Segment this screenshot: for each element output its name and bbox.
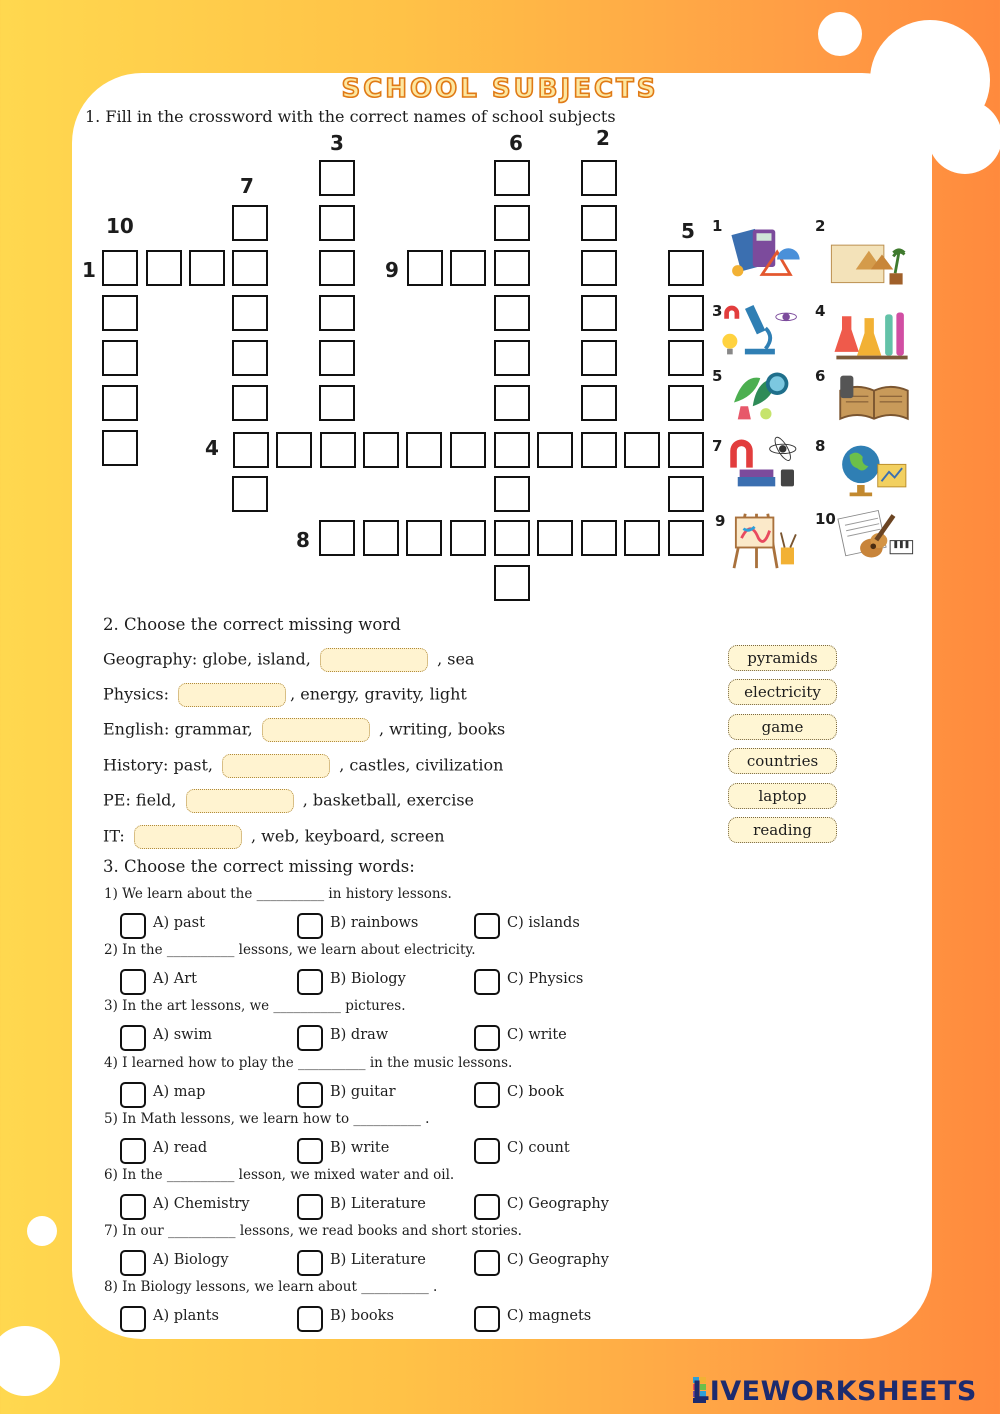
crossword-number: 4	[205, 436, 219, 460]
crossword-cell[interactable]	[102, 385, 138, 421]
picture-number: 6	[815, 367, 826, 385]
sentence-geography	[103, 648, 474, 672]
crossword-cell[interactable]	[581, 205, 617, 241]
answer-option-label: C) Geography	[507, 1252, 609, 1269]
sentence-text-before: PE: field,	[103, 790, 177, 810]
answer-checkbox[interactable]	[297, 1025, 323, 1051]
blank-field-physics[interactable]	[178, 683, 286, 707]
crossword-number: 8	[296, 528, 310, 552]
crossword-cell[interactable]	[668, 520, 704, 556]
answer-checkbox[interactable]	[474, 1138, 500, 1164]
crossword-cell[interactable]	[319, 250, 355, 286]
chemistry-icon	[830, 305, 914, 365]
sentence-text-before: Geography: globe, island,	[103, 649, 311, 669]
crossword-cell[interactable]	[581, 385, 617, 421]
crossword-cell[interactable]	[494, 520, 530, 556]
crossword-cell[interactable]	[668, 250, 704, 286]
answer-checkbox[interactable]	[474, 1306, 500, 1332]
answer-option-label: B) books	[330, 1308, 394, 1325]
word-chip[interactable]: laptop	[728, 783, 837, 809]
crossword-cell[interactable]	[450, 250, 486, 286]
answer-checkbox[interactable]	[297, 1250, 323, 1276]
crossword-cell[interactable]	[319, 385, 355, 421]
crossword-cell[interactable]	[189, 250, 225, 286]
crossword-cell[interactable]	[232, 385, 268, 421]
page-title: SCHOOL SUBJECTS	[341, 74, 659, 104]
crossword-cell[interactable]	[406, 520, 442, 556]
crossword-cell[interactable]	[233, 432, 269, 468]
sentence-it	[103, 825, 445, 849]
answer-option-label: A) Biology	[153, 1252, 229, 1269]
crossword-cell[interactable]	[668, 432, 704, 468]
word-chip[interactable]: reading	[728, 817, 837, 843]
crossword-cell[interactable]	[494, 340, 530, 376]
sentence-text-after: , energy, gravity, light	[290, 684, 467, 704]
answer-option-label: A) map	[153, 1083, 206, 1100]
crossword-cell[interactable]	[494, 565, 530, 601]
crossword-cell[interactable]	[363, 520, 399, 556]
crossword-cell[interactable]	[668, 295, 704, 331]
literature-icon	[832, 370, 916, 430]
crossword-cell[interactable]	[232, 476, 268, 512]
crossword-cell[interactable]	[319, 205, 355, 241]
answer-checkbox[interactable]	[297, 1138, 323, 1164]
liveworksheets-logo: LIVEWORKSHEETS	[692, 1376, 977, 1407]
crossword-cell[interactable]	[581, 340, 617, 376]
answer-checkbox[interactable]	[120, 1250, 146, 1276]
question-text: 3) In the art lessons, we __________ pictures.	[104, 998, 406, 1015]
answer-option-label: C) book	[507, 1083, 564, 1100]
answer-checkbox[interactable]	[120, 1025, 146, 1051]
answer-option-label: C) write	[507, 1027, 567, 1044]
crossword-cell[interactable]	[581, 432, 617, 468]
answer-checkbox[interactable]	[474, 969, 500, 995]
crossword-cell[interactable]	[232, 340, 268, 376]
history-icon	[825, 232, 909, 292]
art-icon	[722, 510, 806, 570]
crossword-cell[interactable]	[276, 432, 312, 468]
crossword-cell[interactable]	[232, 205, 268, 241]
crossword-cell[interactable]	[668, 385, 704, 421]
crossword-cell[interactable]	[406, 432, 442, 468]
blank-field-geography[interactable]	[320, 648, 428, 672]
crossword-cell[interactable]	[319, 520, 355, 556]
crossword-cell[interactable]	[450, 520, 486, 556]
crossword-number: 5	[681, 219, 695, 243]
word-chip[interactable]: electricity	[728, 679, 837, 705]
picture-number: 2	[815, 217, 826, 235]
answer-option-label: C) islands	[507, 915, 580, 931]
crossword-number: 6	[509, 131, 523, 155]
sentence-text-after: , castles, civilization	[339, 755, 504, 775]
crossword-number: 7	[240, 174, 254, 198]
answer-checkbox[interactable]	[474, 913, 500, 939]
picture-number: 9	[715, 512, 726, 530]
question-text: 7) In our __________ lessons, we read books and short stories.	[104, 1223, 522, 1240]
question-text: 4) I learned how to play the __________ in the music lessons.	[104, 1054, 513, 1071]
crossword-cell[interactable]	[537, 520, 573, 556]
word-chip[interactable]: pyramids	[728, 645, 837, 671]
answer-checkbox[interactable]	[120, 1194, 146, 1220]
crossword-cell[interactable]	[494, 205, 530, 241]
section-3-heading: 3. Choose the correct missing words:	[103, 857, 415, 876]
sentence-text-before: English: grammar,	[103, 719, 253, 739]
crossword-cell[interactable]	[581, 295, 617, 331]
crossword-cell[interactable]	[668, 476, 704, 512]
answer-checkbox[interactable]	[297, 969, 323, 995]
answer-checkbox[interactable]	[297, 1306, 323, 1332]
crossword-cell[interactable]	[102, 430, 138, 466]
answer-option-label: A) past	[153, 915, 205, 931]
crossword-number: 10	[106, 214, 134, 238]
sentence-physics	[103, 683, 467, 707]
crossword-cell[interactable]	[537, 432, 573, 468]
answer-option-label: A) Art	[153, 971, 197, 988]
answer-checkbox[interactable]	[120, 1306, 146, 1332]
answer-checkbox[interactable]	[120, 1138, 146, 1164]
answer-option-label: A) read	[153, 1139, 208, 1156]
sentence-text-before: Physics:	[103, 684, 169, 704]
crossword-cell[interactable]	[146, 250, 182, 286]
crossword-cell[interactable]	[407, 250, 443, 286]
crossword-cell[interactable]	[102, 250, 138, 286]
answer-option-label: A) plants	[153, 1308, 219, 1325]
physics-icon	[722, 432, 806, 492]
crossword-cell[interactable]	[363, 432, 399, 468]
crossword-cell[interactable]	[494, 295, 530, 331]
answer-option-label: B) rainbows	[330, 915, 419, 931]
crossword-cell[interactable]	[102, 340, 138, 376]
crossword-number: 9	[385, 258, 399, 282]
crossword-cell[interactable]	[494, 160, 530, 196]
crossword-cell[interactable]	[668, 340, 704, 376]
math-icon	[722, 222, 806, 282]
section-2-heading: 2. Choose the correct missing word	[103, 615, 401, 634]
answer-checkbox[interactable]	[297, 1082, 323, 1108]
crossword-cell[interactable]	[624, 432, 660, 468]
sentence-pe	[103, 789, 474, 813]
answer-option-label: B) guitar	[330, 1083, 396, 1100]
crossword-cell[interactable]	[450, 432, 486, 468]
picture-number: 1	[712, 217, 723, 235]
answer-option-label: B) draw	[330, 1027, 389, 1044]
word-chip[interactable]: game	[728, 714, 837, 740]
sentence-text-after: , sea	[437, 649, 475, 669]
decor-bubble	[0, 1326, 60, 1396]
blank-field-history[interactable]	[222, 754, 330, 778]
crossword-cell[interactable]	[494, 432, 530, 468]
science-icon	[716, 300, 800, 360]
crossword-cell[interactable]	[581, 520, 617, 556]
question-text: 5) In Math lessons, we learn how to __________ .	[104, 1110, 430, 1127]
answer-checkbox[interactable]	[120, 969, 146, 995]
answer-option-label: B) write	[330, 1139, 390, 1156]
word-chip[interactable]: countries	[728, 748, 837, 774]
section-1-heading: 1. Fill in the crossword with the correct names of school subjects	[85, 107, 616, 126]
crossword-cell[interactable]	[494, 476, 530, 512]
geography-icon	[832, 440, 916, 500]
answer-option-label: C) Geography	[507, 1196, 609, 1212]
music-icon	[835, 505, 919, 565]
question-text: 1) We learn about the __________ in history lessons.	[104, 886, 452, 902]
answer-checkbox[interactable]	[474, 1082, 500, 1108]
sentence-text-after: , basketball, exercise	[302, 790, 475, 810]
crossword-cell[interactable]	[102, 295, 138, 331]
picture-number: 5	[712, 367, 723, 385]
picture-number: 10	[815, 510, 836, 528]
sentence-text-before: IT:	[103, 826, 125, 846]
blank-field-english[interactable]	[262, 718, 370, 742]
crossword-cell[interactable]	[624, 520, 660, 556]
question-text: 2) In the __________ lessons, we learn about electricity.	[104, 942, 476, 959]
biology-icon	[722, 365, 806, 425]
crossword-cell[interactable]	[494, 250, 530, 286]
crossword-cell[interactable]	[319, 160, 355, 196]
crossword-number: 2	[596, 126, 610, 150]
crossword-cell[interactable]	[232, 250, 268, 286]
decor-bubble	[27, 1216, 57, 1246]
answer-option-label: A) Chemistry	[153, 1196, 250, 1212]
picture-number: 3	[712, 302, 723, 320]
picture-number: 8	[815, 437, 826, 455]
answer-option-label: B) Literature	[330, 1252, 426, 1269]
answer-option-label: C) magnets	[507, 1308, 592, 1325]
decor-bubble	[818, 12, 862, 56]
question-text: 6) In the __________ lesson, we mixed water and oil.	[104, 1167, 455, 1183]
answer-checkbox[interactable]	[474, 1194, 500, 1220]
blank-field-it[interactable]	[134, 825, 242, 849]
answer-checkbox[interactable]	[297, 1194, 323, 1220]
sentence-english	[103, 718, 505, 742]
sentence-text-after: , writing, books	[378, 719, 506, 739]
crossword-number: 1	[82, 258, 96, 282]
answer-option-label: B) Literature	[330, 1196, 426, 1212]
answer-option-label: C) Physics	[507, 971, 584, 988]
sentence-text-before: History: past,	[103, 755, 214, 775]
crossword-cell[interactable]	[232, 295, 268, 331]
crossword-cell[interactable]	[319, 340, 355, 376]
picture-number: 4	[815, 302, 826, 320]
sentence-history	[103, 754, 503, 778]
crossword-cell[interactable]	[581, 250, 617, 286]
answer-checkbox[interactable]	[297, 913, 323, 939]
picture-number: 7	[712, 437, 723, 455]
answer-checkbox[interactable]	[120, 1082, 146, 1108]
decor-bubble	[928, 100, 1000, 174]
answer-checkbox[interactable]	[474, 1025, 500, 1051]
answer-option-label: C) count	[507, 1139, 570, 1156]
answer-option-label: A) swim	[153, 1027, 212, 1044]
crossword-cell[interactable]	[319, 295, 355, 331]
crossword-number: 3	[330, 131, 344, 155]
sentence-text-after: , web, keyboard, screen	[251, 826, 445, 846]
crossword-cell[interactable]	[581, 160, 617, 196]
question-text: 8) In Biology lessons, we learn about __________ .	[104, 1279, 438, 1296]
blank-field-pe[interactable]	[186, 789, 294, 813]
answer-option-label: B) Biology	[330, 971, 406, 988]
answer-checkbox[interactable]	[474, 1250, 500, 1276]
crossword-cell[interactable]	[494, 385, 530, 421]
answer-checkbox[interactable]	[120, 913, 146, 939]
crossword-cell[interactable]	[320, 432, 356, 468]
